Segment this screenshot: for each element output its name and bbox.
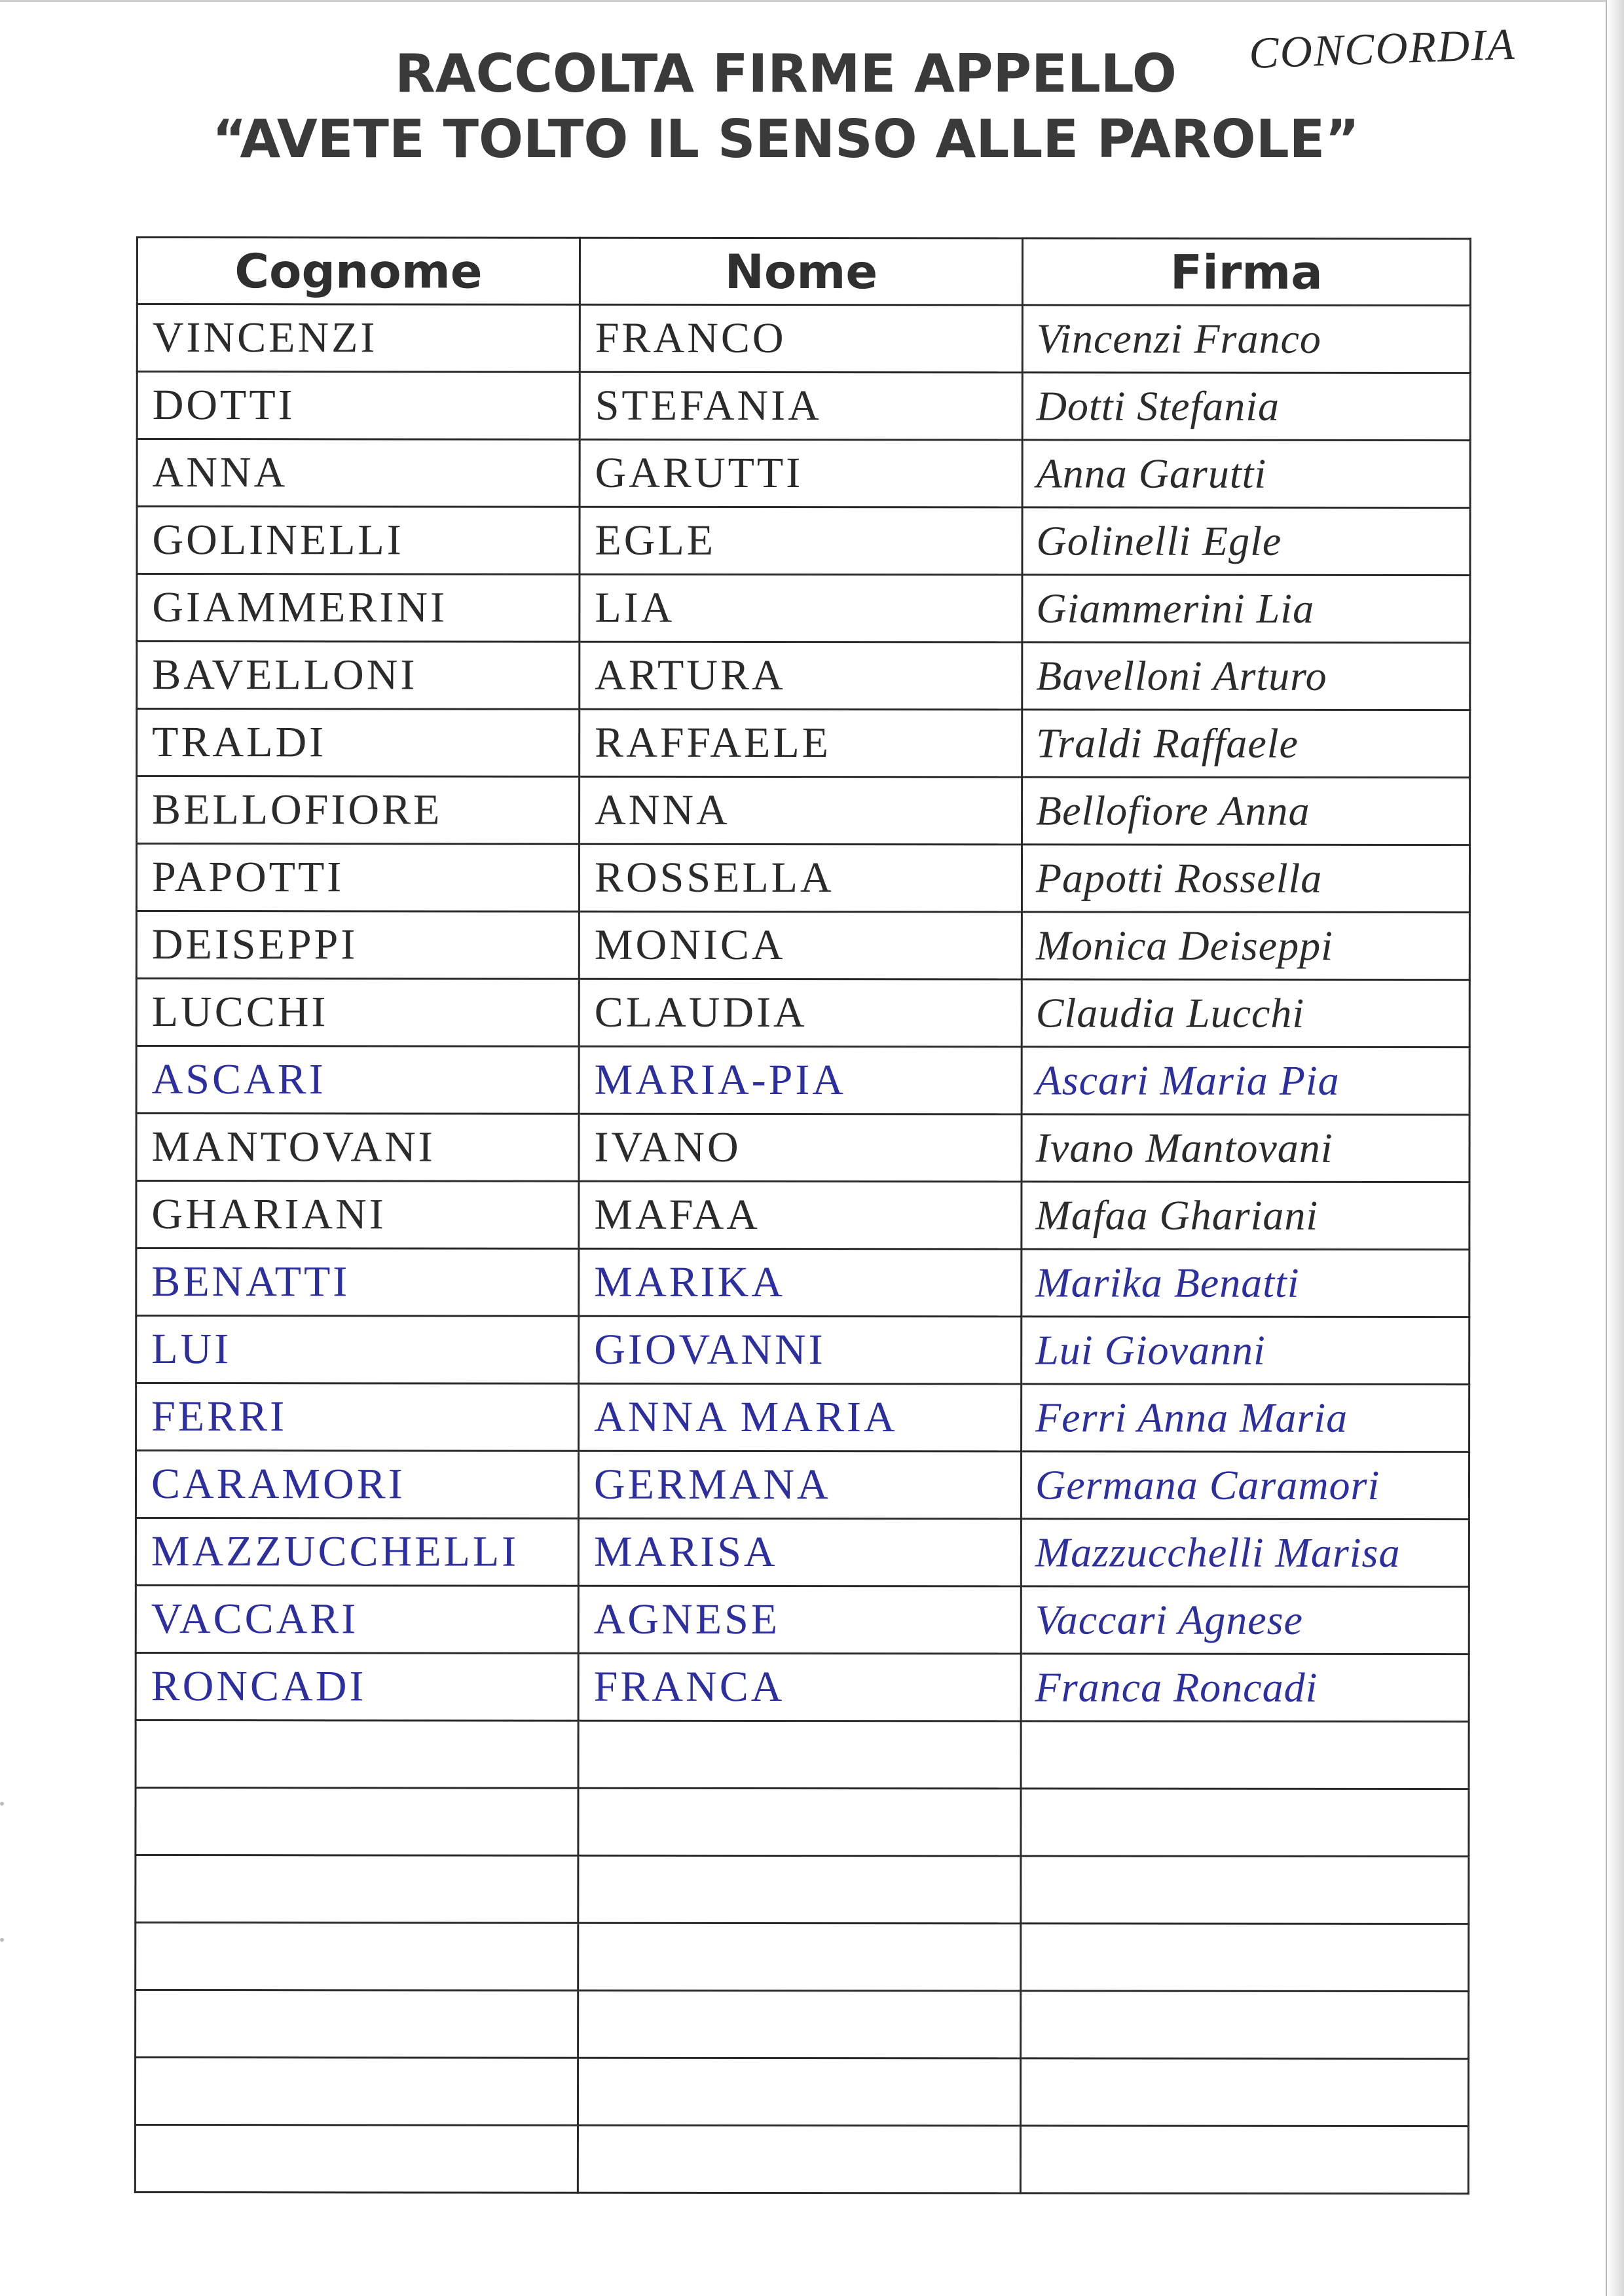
- surname-cell-text: GOLINELLI: [152, 516, 404, 564]
- name-cell: [578, 1586, 1021, 1654]
- surname-cell: [136, 1114, 579, 1182]
- surname-cell-text: TRALDI: [152, 718, 327, 767]
- table-row: [137, 507, 1470, 575]
- name-cell: [580, 642, 1022, 710]
- signature-cell-text: Ferri Anna Maria: [1035, 1394, 1348, 1441]
- table-row: [136, 1721, 1469, 1789]
- name-cell-text: STEFANIA: [595, 381, 822, 430]
- signature-cell-text: Lui Giovanni: [1035, 1326, 1266, 1374]
- name-cell-text: [579, 2024, 1020, 2025]
- surname-cell: [137, 574, 580, 642]
- name-cell: [579, 1383, 1022, 1451]
- surname-cell: [137, 304, 580, 373]
- document-subtitle: “AVETE TOLTO IL SENSO ALLE PAROLE”: [212, 109, 1359, 170]
- signature-cell-text: Ivano Mantovani: [1035, 1124, 1333, 1171]
- signature-cell-text: Dotti Stefania: [1036, 382, 1280, 429]
- signature-cell-text: Monica Deiseppi: [1035, 922, 1333, 969]
- signature-cell: [1022, 1317, 1469, 1385]
- name-cell: [580, 574, 1022, 642]
- signature-cell: [1022, 575, 1470, 643]
- signature-cell: [1022, 845, 1469, 913]
- surname-cell: [136, 1586, 578, 1654]
- table-row: [136, 1923, 1469, 1992]
- name-cell: [579, 979, 1022, 1047]
- signature-cell-text: Claudia Lucchi: [1035, 989, 1305, 1036]
- name-cell-text: ANNA: [595, 786, 730, 834]
- surname-cell: [136, 1923, 578, 1991]
- table-row: [137, 709, 1470, 778]
- signature-cell: [1021, 1451, 1469, 1520]
- name-cell-text: ROSSELLA: [594, 853, 834, 902]
- surname-cell: [136, 1181, 579, 1249]
- table-row: [136, 1855, 1469, 1924]
- surname-cell: [136, 1855, 578, 1923]
- table-row: [136, 911, 1469, 980]
- name-cell-text: CLAUDIA: [594, 988, 807, 1037]
- column-header-firma: Firma: [1022, 238, 1470, 306]
- table-row: [136, 1248, 1469, 1317]
- surname-cell-text: MANTOVANI: [151, 1123, 435, 1171]
- table-row: [136, 1114, 1469, 1182]
- signature-cell: [1022, 642, 1470, 710]
- scan-speck: [0, 1938, 4, 1942]
- document-title: RACCOLTA FIRME APPELLO: [395, 43, 1177, 104]
- name-cell-text: IVANO: [594, 1123, 741, 1171]
- signature-cell-text: Anna Garutti: [1036, 450, 1267, 497]
- table-row: [136, 1383, 1469, 1452]
- name-cell: [580, 709, 1022, 777]
- signature-cell-text: [1022, 2024, 1467, 2025]
- table-row: [136, 1046, 1469, 1115]
- name-cell: [579, 1248, 1022, 1317]
- surname-cell: [136, 1653, 578, 1721]
- surname-cell: [137, 439, 580, 507]
- table-row: [136, 1653, 1469, 1722]
- name-cell-text: ARTURA: [595, 651, 786, 700]
- name-cell: [578, 1653, 1021, 1721]
- name-cell-text: MAFAA: [594, 1190, 760, 1239]
- surname-cell-text: GIAMMERINI: [152, 583, 448, 632]
- name-cell: [579, 1114, 1022, 1182]
- surname-cell-text: ANNA: [152, 448, 288, 497]
- table-row: [137, 372, 1470, 441]
- table-row: [136, 844, 1469, 913]
- name-cell-text: EGLE: [595, 516, 716, 564]
- scan-right-edge: [1607, 0, 1624, 2296]
- signature-cell: [1022, 373, 1470, 441]
- surname-cell-text: [136, 1956, 577, 1957]
- surname-cell: [136, 1248, 579, 1317]
- surname-cell: [137, 709, 580, 777]
- surname-cell-text: [136, 2091, 577, 2092]
- signature-cell: [1022, 979, 1469, 1048]
- name-cell-text: [579, 2159, 1020, 2160]
- surname-cell-text: LUI: [151, 1325, 232, 1374]
- name-cell: [579, 1046, 1022, 1114]
- name-cell: [578, 1788, 1021, 1856]
- signature-cell: [1022, 777, 1470, 845]
- scan-speck: [0, 1802, 4, 1806]
- name-cell: [578, 1990, 1021, 2058]
- signature-cell-text: [1022, 1822, 1467, 1823]
- surname-cell-text: FERRI: [151, 1393, 287, 1441]
- table-row: [136, 1586, 1469, 1654]
- name-cell: [579, 1181, 1022, 1249]
- surname-cell: [135, 2058, 578, 2126]
- table-row: [137, 642, 1470, 710]
- signature-cell: [1022, 1249, 1469, 1317]
- table-row: [136, 1316, 1469, 1385]
- signature-cell-text: [1022, 2159, 1467, 2160]
- signature-cell: [1022, 507, 1470, 575]
- name-cell: [580, 776, 1022, 845]
- surname-cell-text: GHARIANI: [151, 1190, 386, 1239]
- signature-cell-text: Traldi Raffaele: [1036, 720, 1299, 767]
- signature-cell-text: Franca Roncadi: [1035, 1664, 1318, 1711]
- surname-cell-text: VINCENZI: [152, 314, 378, 362]
- name-cell: [580, 507, 1022, 575]
- surname-cell-text: [137, 1754, 578, 1755]
- surname-cell-text: BAVELLONI: [152, 651, 418, 699]
- signature-cell: [1020, 2126, 1468, 2194]
- scan-top-edge: [0, 0, 1624, 2]
- signature-cell-text: Giammerini Lia: [1036, 585, 1315, 632]
- name-cell-text: ANNA MARIA: [594, 1393, 898, 1442]
- name-cell: [580, 372, 1022, 440]
- name-cell-text: [579, 1889, 1020, 1890]
- name-cell-text: MARIA-PIA: [594, 1055, 847, 1104]
- surname-cell: [136, 979, 579, 1047]
- signature-cell-text: Ascari Maria Pia: [1035, 1057, 1340, 1104]
- signature-cell-text: Vaccari Agnese: [1035, 1596, 1303, 1643]
- name-cell-text: GARUTTI: [595, 448, 803, 498]
- name-cell: [578, 1855, 1021, 1923]
- name-cell-text: GERMANA: [593, 1460, 831, 1509]
- surname-cell-text: BELLOFIORE: [152, 786, 443, 834]
- signature-table: [134, 236, 1471, 2195]
- surname-cell-text: CARAMORI: [151, 1460, 405, 1508]
- surname-cell: [136, 1046, 579, 1114]
- signature-cell-text: Mazzucchelli Marisa: [1035, 1529, 1401, 1576]
- signature-cell: [1021, 1721, 1469, 1789]
- table-row: [136, 1990, 1469, 2059]
- table-row: [137, 304, 1470, 373]
- signature-cell: [1021, 1654, 1469, 1722]
- table-row: [137, 574, 1470, 643]
- name-cell: [579, 844, 1022, 912]
- surname-cell-text: ASCARI: [151, 1055, 326, 1104]
- surname-cell: [135, 2125, 578, 2193]
- surname-cell: [136, 1451, 578, 1519]
- name-cell: [578, 1721, 1021, 1789]
- name-cell-text: FRANCO: [595, 314, 786, 363]
- column-header-nome: Nome: [580, 238, 1022, 305]
- signature-cell-text: Marika Benatti: [1035, 1259, 1300, 1306]
- surname-cell: [137, 372, 580, 440]
- signature-cell: [1021, 1586, 1469, 1654]
- surname-cell: [137, 642, 580, 710]
- table-row: [136, 1518, 1469, 1587]
- surname-cell: [136, 911, 579, 979]
- table-row: [137, 776, 1470, 845]
- signature-cell: [1021, 1923, 1469, 1992]
- table-row: [136, 979, 1469, 1048]
- name-cell: [579, 1316, 1022, 1384]
- surname-cell-text: PAPOTTI: [151, 853, 344, 902]
- table-row: [136, 1181, 1469, 1250]
- signature-cell: [1021, 1856, 1469, 1924]
- handwritten-corner-note: CONCORDIA: [1248, 18, 1517, 78]
- surname-cell-text: [136, 1821, 577, 1822]
- name-cell: [580, 439, 1022, 507]
- name-cell: [578, 1518, 1021, 1586]
- name-cell: [578, 1451, 1021, 1519]
- surname-cell: [137, 507, 580, 575]
- name-cell-text: RAFFAELE: [595, 718, 832, 767]
- signature-cell: [1022, 1384, 1469, 1452]
- signature-cell-text: [1022, 1889, 1467, 1890]
- name-cell: [579, 911, 1022, 979]
- signature-cell: [1021, 1519, 1469, 1587]
- column-header-cognome: Cognome: [137, 238, 580, 305]
- surname-cell-text: MAZZUCCHELLI: [151, 1527, 519, 1576]
- signature-cell-text: [1022, 1957, 1467, 1958]
- surname-cell: [136, 1721, 578, 1789]
- surname-cell-text: RONCADI: [151, 1662, 367, 1711]
- signature-cell-text: Papotti Rossella: [1035, 854, 1323, 902]
- signature-cell: [1021, 1991, 1469, 2059]
- surname-cell-text: BENATTI: [151, 1258, 350, 1306]
- surname-cell-text: LUCCHI: [151, 988, 329, 1036]
- signature-cell-text: Vincenzi Franco: [1036, 315, 1321, 362]
- surname-cell: [137, 776, 580, 845]
- table-row: [136, 1451, 1469, 1520]
- table-header-row: [137, 238, 1470, 306]
- signature-cell: [1022, 710, 1470, 778]
- table-body: [135, 304, 1470, 2194]
- signature-cell: [1022, 440, 1470, 508]
- name-cell: [580, 304, 1022, 373]
- surname-cell: [136, 1788, 578, 1856]
- surname-cell: [136, 844, 579, 912]
- surname-cell: [136, 1990, 578, 2058]
- name-cell-text: AGNESE: [593, 1595, 781, 1644]
- signature-cell-text: Golinelli Egle: [1036, 517, 1282, 564]
- signature-cell: [1022, 912, 1469, 980]
- name-cell-text: [579, 1957, 1020, 1958]
- signature-cell: [1022, 1182, 1469, 1250]
- name-cell: [578, 1923, 1021, 1991]
- signature-cell: [1021, 1789, 1469, 1857]
- name-cell: [578, 2058, 1020, 2126]
- signature-cell-text: Bellofiore Anna: [1036, 787, 1310, 834]
- name-cell-text: FRANCA: [593, 1662, 785, 1711]
- signature-cell: [1022, 305, 1470, 373]
- name-cell-text: MARIKA: [594, 1258, 786, 1307]
- signature-cell: [1020, 2058, 1468, 2126]
- signature-cell: [1022, 1114, 1469, 1182]
- surname-cell-text: DOTTI: [152, 381, 295, 429]
- signature-cell-text: Mafaa Ghariani: [1035, 1192, 1319, 1239]
- table-row: [137, 439, 1470, 508]
- surname-cell: [136, 1518, 578, 1586]
- name-cell-text: [579, 1822, 1020, 1823]
- signature-cell-text: Bavelloni Arturo: [1036, 652, 1327, 699]
- name-cell-text: GIOVANNI: [594, 1325, 826, 1374]
- signature-cell-text: Germana Caramori: [1035, 1461, 1380, 1508]
- surname-cell: [136, 1383, 579, 1451]
- name-cell-text: MARISA: [593, 1527, 778, 1576]
- name-cell: [578, 2125, 1020, 2193]
- surname-cell: [136, 1316, 579, 1384]
- table-row: [135, 2125, 1468, 2194]
- name-cell-text: LIA: [595, 583, 675, 632]
- signature-cell: [1022, 1047, 1469, 1115]
- name-cell-text: MONICA: [594, 920, 786, 970]
- table-row: [136, 1788, 1469, 1857]
- table-row: [135, 2058, 1468, 2126]
- surname-cell-text: DEISEPPI: [151, 920, 358, 969]
- surname-cell-text: VACCARI: [151, 1595, 359, 1643]
